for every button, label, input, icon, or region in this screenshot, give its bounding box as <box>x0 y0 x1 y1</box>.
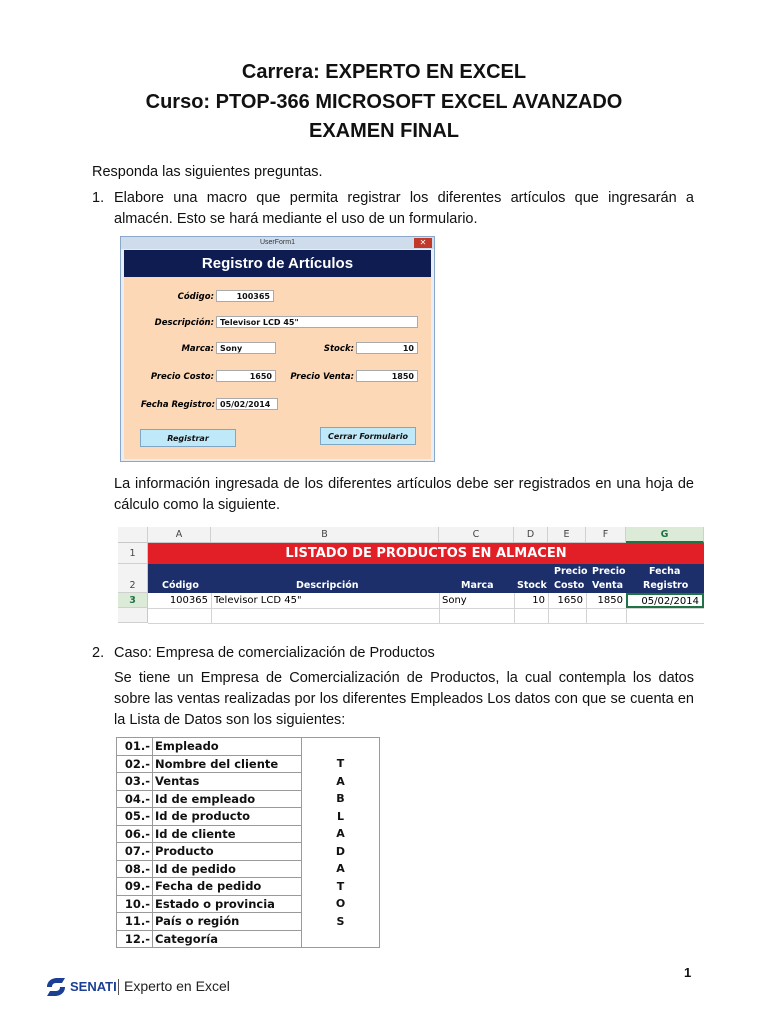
side-letter: B <box>336 792 345 805</box>
question-1-number: 1. <box>92 190 105 206</box>
cell-descripcion[interactable]: Televisor LCD 45" <box>214 595 302 606</box>
question-1-text: Elabore una macro que permita registrar los diferentes artículos que ingresarán a almacén. Esto se hará mediante el uso de un formulario. <box>114 190 694 227</box>
table-row-label: Ventas <box>155 774 200 788</box>
table-row-number: 10.- <box>124 896 150 911</box>
header-precio-venta-2: Venta <box>592 580 623 591</box>
col-header-g[interactable]: G <box>626 527 704 543</box>
table-row-number: 05.- <box>124 809 150 823</box>
side-letter: T <box>336 757 345 770</box>
header-precio-costo-2: Costo <box>554 580 585 591</box>
col-header-f[interactable]: F <box>586 527 626 543</box>
header-fecha-1: Fecha <box>649 566 681 577</box>
codigo-input[interactable]: 100365 <box>216 290 274 302</box>
registrar-button[interactable]: Registrar <box>140 429 236 447</box>
header-marca: Marca <box>461 580 494 591</box>
label-codigo: Código: <box>177 292 214 302</box>
senati-logo-icon <box>45 977 67 997</box>
userform-titlebar: UserForm1 <box>121 237 434 249</box>
cell-codigo[interactable]: 100365 <box>169 595 208 606</box>
precio-costo-input[interactable]: 1650 <box>216 370 276 382</box>
sheet-instructions: La información ingresada de los diferentes artículos debe ser registrados en una hoja de cálculo como la siguiente. <box>114 476 694 513</box>
table-row-label: Empleado <box>155 739 219 753</box>
course-career-title: Carrera: EXPERTO EN EXCEL <box>241 61 527 83</box>
cell-precio-costo[interactable]: 1650 <box>557 595 583 606</box>
table-row-label: Categoría <box>155 931 219 946</box>
row-header-4[interactable] <box>118 608 148 623</box>
footer-text: Experto en Excel <box>124 978 230 994</box>
side-letter: A <box>336 827 345 840</box>
table-row-label: Nombre del cliente <box>155 756 279 771</box>
precio-venta-input[interactable]: 1850 <box>356 370 418 382</box>
row-header-3[interactable]: 3 <box>118 593 148 608</box>
side-letter: A <box>336 774 345 788</box>
table-row-number: 01.- <box>124 739 150 753</box>
col-header-b[interactable]: B <box>211 527 439 543</box>
side-letter: D <box>335 844 346 858</box>
question-2-text: Se tiene un Empresa de Comercialización de Productos, la cual contempla los datos sobre las ventas realizadas por los diferentes Empleados Los datos con que se cuenta en la Lista de Datos son los siguientes: <box>114 670 694 728</box>
stock-input[interactable]: 10 <box>356 342 418 354</box>
table-row-number: 08.- <box>124 861 150 876</box>
course-name-title: Curso: PTOP-366 MICROSOFT EXCEL AVANZADO <box>145 91 623 113</box>
footer-brand: SENATI <box>70 979 117 994</box>
table-row-number: 02.- <box>124 756 150 771</box>
label-fecha-registro: Fecha Registro: <box>140 400 215 410</box>
question-2-number: 2. <box>92 645 105 661</box>
cell-marca[interactable]: Sony <box>442 595 467 606</box>
label-marca: Marca: <box>181 344 214 354</box>
header-fecha-2: Registro <box>643 580 689 591</box>
col-header-c[interactable]: C <box>439 527 514 543</box>
label-precio-venta: Precio Venta: <box>290 372 354 382</box>
exam-title: EXAMEN FINAL <box>309 120 459 142</box>
label-stock: Stock: <box>323 344 354 354</box>
side-letter: O <box>335 897 346 910</box>
userform-window <box>120 236 435 462</box>
fecha-registro-input[interactable]: 05/02/2014 <box>216 398 278 410</box>
side-letter: S <box>336 914 345 928</box>
cerrar-formulario-button[interactable]: Cerrar Formulario <box>320 427 416 445</box>
table-row-number: 03.- <box>124 774 150 788</box>
intro-text: Responda las siguientes preguntas. <box>92 164 323 180</box>
cell-fecha-selected[interactable]: 05/02/2014 <box>626 593 704 608</box>
col-header-d[interactable]: D <box>514 527 548 543</box>
marca-input[interactable]: Sony <box>216 342 276 354</box>
label-descripcion: Descripción: <box>154 318 214 328</box>
footer-divider <box>118 979 119 995</box>
header-precio-venta-1: Precio <box>592 566 626 577</box>
table-row-label: Id de producto <box>155 809 250 823</box>
table-row-number: 12.- <box>124 931 150 946</box>
table-row-number: 09.- <box>124 879 150 893</box>
table-row-label: Producto <box>155 844 214 858</box>
row-header-2[interactable]: 2 <box>118 564 148 593</box>
close-icon[interactable]: ✕ <box>414 238 432 248</box>
table-row-label: Estado o provincia <box>155 896 275 911</box>
side-letter: T <box>336 879 345 893</box>
corner-cell[interactable] <box>118 527 148 543</box>
descripcion-input[interactable]: Televisor LCD 45" <box>216 316 418 328</box>
table-row-label: Id de cliente <box>155 826 236 841</box>
header-precio-costo-1: Precio <box>554 566 588 577</box>
table-row-label: Fecha de pedido <box>155 879 262 893</box>
spreadsheet-preview <box>118 527 704 625</box>
row-header-1[interactable]: 1 <box>118 543 148 564</box>
col-header-a[interactable]: A <box>148 527 211 543</box>
table-row-label: Id de pedido <box>155 861 236 876</box>
side-letter: A <box>336 862 345 875</box>
header-descripcion: Descripción <box>296 580 359 591</box>
table-row-number: 07.- <box>124 844 150 858</box>
col-header-e[interactable]: E <box>548 527 586 543</box>
userform-heading: Registro de Artículos <box>124 250 431 277</box>
page-number: 1 <box>684 965 692 980</box>
cell-stock[interactable]: 10 <box>532 595 545 606</box>
userform-body <box>124 250 431 459</box>
table-row-number: 06.- <box>124 826 150 841</box>
question-2-title: Caso: Empresa de comercialización de Productos <box>114 645 435 661</box>
side-letter: L <box>336 809 344 823</box>
table-row-label: País o región <box>155 914 240 928</box>
table-row-label: Id de empleado <box>155 791 256 806</box>
cell-precio-venta[interactable]: 1850 <box>597 595 623 606</box>
fields-table <box>116 737 380 948</box>
header-stock: Stock <box>517 580 547 591</box>
sheet-title-banner[interactable]: LISTADO DE PRODUCTOS EN ALMACEN <box>148 543 704 564</box>
header-codigo: Código <box>162 580 199 591</box>
table-row-number: 04.- <box>124 791 150 806</box>
table-row-number: 11.- <box>124 914 150 928</box>
label-precio-costo: Precio Costo: <box>150 372 214 382</box>
